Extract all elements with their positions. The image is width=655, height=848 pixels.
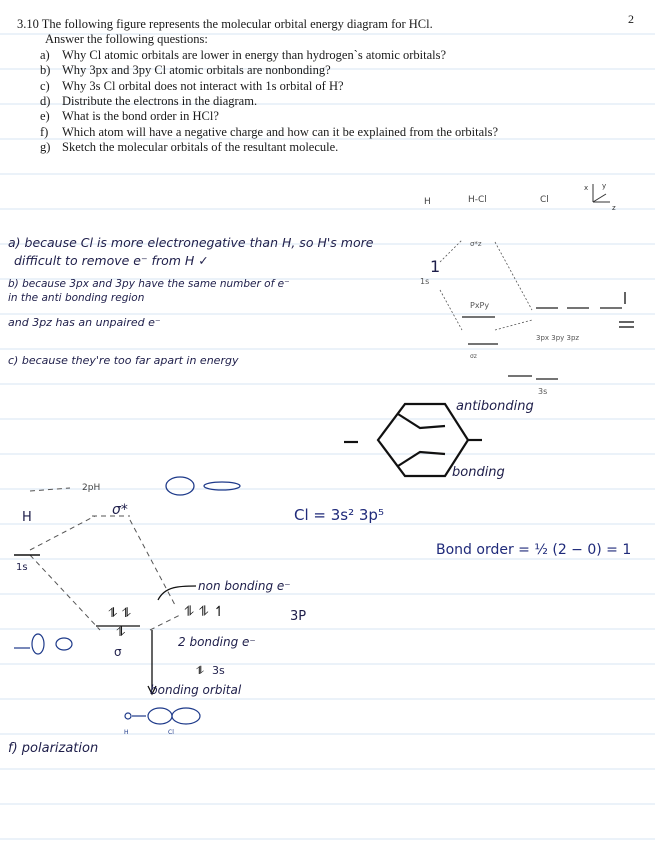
tiny-h-label: H <box>124 729 129 736</box>
list-item: g) Sketch the molecular orbitals of the resultant molecule. <box>40 140 339 155</box>
sigma-star-sketch-label: σ* <box>112 502 128 518</box>
bonding-label: bonding <box>452 465 505 480</box>
p-orbital-sketch-icon <box>166 477 240 495</box>
answer-b-line2: in the anti bonding region <box>8 292 145 304</box>
answer-c-line1: c) because they're too far apart in energy <box>8 354 239 367</box>
h-label: H <box>22 510 32 525</box>
h-1s-label: 1s <box>420 277 430 286</box>
list-item: e) What is the bond order in HCl? <box>40 109 219 124</box>
bonding-electrons-label: 2 bonding e⁻ <box>178 635 256 649</box>
list-item: c) Why 3s Cl orbital does not interact with 1s orbital of H? <box>40 78 344 93</box>
nonbonding-label: non bonding e⁻ <box>198 579 291 593</box>
question-intro: Answer the following questions: <box>45 32 208 47</box>
sigma-sketch-label: σ <box>114 645 122 659</box>
annot-one: 1 <box>430 257 441 276</box>
sigma-label: σz <box>470 353 477 360</box>
axis-y-label: y <box>602 182 607 190</box>
list-item: a) Why Cl atomic orbitals are lower in energy than hydrogen`s atomic orbitals? <box>40 47 447 62</box>
electron-sigma: ⥮ <box>116 625 126 640</box>
overlap-sketch-icon <box>125 708 200 724</box>
col-label-h: H <box>424 197 431 207</box>
electrons-3p: ⥮ ⥮ ↿ <box>184 604 225 620</box>
antibonding-label: antibonding <box>456 399 534 414</box>
question-block <box>17 17 512 156</box>
axis-z-label: z <box>612 204 616 212</box>
bonding-orbital-label: bonding orbital <box>150 683 242 697</box>
mo-sketch <box>0 390 655 760</box>
answer-f: f) polarization <box>8 741 99 756</box>
list-item: d) Distribute the electrons in the diagram. <box>40 94 258 109</box>
label-3P: 3P <box>290 609 307 624</box>
h-1s-sketch-label: 1s <box>16 562 28 573</box>
list-item: f) Which atom will have a negative charge and how can it be explained from the orbitals? <box>40 124 499 139</box>
answer-b-line3: and 3pz has an unpaired e⁻ <box>8 316 161 329</box>
label-3s: 3s <box>212 664 225 677</box>
col-label-hcl: H-Cl <box>468 195 487 205</box>
cl-3p-label: 3px 3py 3pz <box>536 334 580 342</box>
electrons-pair: ⥮ ⥮ <box>108 606 132 621</box>
label-2pH: 2pH <box>82 483 101 493</box>
tiny-cl-label: Cl <box>168 729 174 736</box>
axis-x-label: x <box>584 184 589 192</box>
cl-config: Cl = 3s² 3p⁵ <box>294 506 384 524</box>
cl-3s-label: 3s <box>538 387 548 396</box>
electron-3s: ⥮ <box>196 664 204 677</box>
question-list <box>17 48 512 156</box>
page-number: 2 <box>628 12 634 26</box>
printed-mo-diagram <box>410 180 655 400</box>
question-title: 3.10 The following figure represents the molecular orbital energy diagram for HCl. <box>17 17 433 31</box>
col-label-cl: Cl <box>540 195 549 205</box>
bond-order: Bond order = ½ (2 − 0) = 1 <box>436 542 632 558</box>
answer-b-line1: b) because 3px and 3py have the same number of e⁻ <box>8 278 290 290</box>
answer-a-line2: difficult to remove e⁻ from H ✓ <box>14 253 209 268</box>
list-item: b) Why 3px and 3py Cl atomic orbitals are nonbonding? <box>40 63 331 78</box>
pxpy-label: PxPy <box>470 301 490 310</box>
sigma-star-label: σ*z <box>470 240 482 248</box>
answer-a-line1: a) because Cl is more electronegative than H, so H's more <box>8 235 374 250</box>
s-orbital-sketch-icon <box>14 634 72 654</box>
